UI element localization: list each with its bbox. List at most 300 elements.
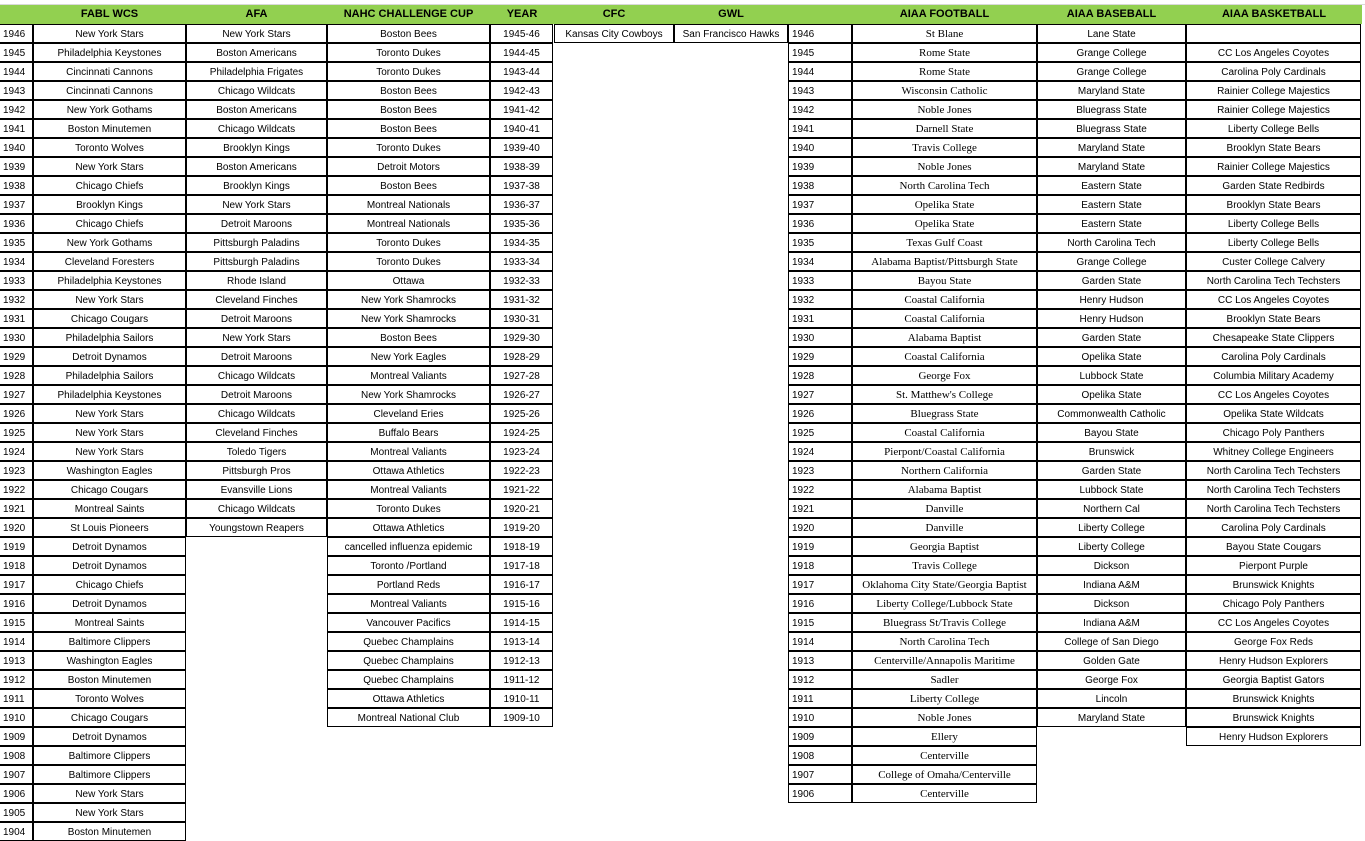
aiaa-baseball-cell[interactable]: Liberty College xyxy=(1037,518,1186,537)
afa-cell[interactable]: Chicago Wildcats xyxy=(186,81,327,100)
right-year-cell[interactable]: 1921 xyxy=(788,499,852,518)
nahc-cell[interactable]: Montreal Valiants xyxy=(327,480,490,499)
aiaa-baseball-cell[interactable]: Lubbock State xyxy=(1037,480,1186,499)
aiaa-football-cell[interactable]: Coastal California xyxy=(852,347,1037,366)
season-cell[interactable]: 1927-28 xyxy=(490,366,553,385)
season-cell[interactable]: 1913-14 xyxy=(490,632,553,651)
left-year-cell[interactable]: 1913 xyxy=(0,651,33,670)
right-year-cell[interactable]: 1933 xyxy=(788,271,852,290)
aiaa-basketball-cell[interactable]: Rainier College Majestics xyxy=(1186,81,1361,100)
aiaa-baseball-cell[interactable]: Bluegrass State xyxy=(1037,119,1186,138)
afa-cell[interactable]: Chicago Wildcats xyxy=(186,119,327,138)
afa-cell[interactable]: Boston Americans xyxy=(186,100,327,119)
aiaa-football-cell[interactable]: Danville xyxy=(852,499,1037,518)
right-year-cell[interactable]: 1907 xyxy=(788,765,852,784)
left-year-cell[interactable]: 1937 xyxy=(0,195,33,214)
left-year-cell[interactable]: 1934 xyxy=(0,252,33,271)
season-cell[interactable]: 1942-43 xyxy=(490,81,553,100)
aiaa-football-cell[interactable]: College of Omaha/Centerville xyxy=(852,765,1037,784)
right-year-cell[interactable]: 1945 xyxy=(788,43,852,62)
fabl-cell[interactable]: Philadelphia Sailors xyxy=(33,366,186,385)
aiaa-football-cell[interactable]: Noble Jones xyxy=(852,100,1037,119)
aiaa-football-cell[interactable]: Opelika State xyxy=(852,195,1037,214)
fabl-cell[interactable]: Baltimore Clippers xyxy=(33,765,186,784)
fabl-cell[interactable]: New York Stars xyxy=(33,442,186,461)
left-year-cell[interactable]: 1917 xyxy=(0,575,33,594)
aiaa-basketball-cell[interactable]: Opelika State Wildcats xyxy=(1186,404,1361,423)
aiaa-baseball-cell[interactable]: Garden State xyxy=(1037,328,1186,347)
season-cell[interactable]: 1943-44 xyxy=(490,62,553,81)
nahc-cell[interactable]: Toronto /Portland xyxy=(327,556,490,575)
aiaa-football-cell[interactable]: Centerville xyxy=(852,784,1037,803)
season-cell[interactable]: 1922-23 xyxy=(490,461,553,480)
season-cell[interactable]: 1924-25 xyxy=(490,423,553,442)
header-blank-2[interactable] xyxy=(788,5,852,24)
right-year-cell[interactable]: 1923 xyxy=(788,461,852,480)
right-year-cell[interactable]: 1916 xyxy=(788,594,852,613)
aiaa-baseball-cell[interactable]: Garden State xyxy=(1037,271,1186,290)
nahc-cell[interactable]: New York Shamrocks xyxy=(327,385,490,404)
aiaa-basketball-cell[interactable]: Carolina Poly Cardinals xyxy=(1186,518,1361,537)
right-year-cell[interactable]: 1936 xyxy=(788,214,852,233)
aiaa-baseball-cell[interactable]: Lane State xyxy=(1037,24,1186,43)
nahc-cell[interactable]: Toronto Dukes xyxy=(327,138,490,157)
fabl-cell[interactable]: Boston Minutemen xyxy=(33,119,186,138)
fabl-cell[interactable]: New York Stars xyxy=(33,404,186,423)
right-year-cell[interactable]: 1913 xyxy=(788,651,852,670)
fabl-cell[interactable]: Philadelphia Keystones xyxy=(33,43,186,62)
aiaa-football-cell[interactable]: Oklahoma City State/Georgia Baptist xyxy=(852,575,1037,594)
aiaa-baseball-cell[interactable]: Golden Gate xyxy=(1037,651,1186,670)
season-cell[interactable]: 1916-17 xyxy=(490,575,553,594)
aiaa-basketball-cell[interactable]: North Carolina Tech Techsters xyxy=(1186,499,1361,518)
aiaa-baseball-cell[interactable]: Commonwealth Catholic xyxy=(1037,404,1186,423)
fabl-cell[interactable]: Montreal Saints xyxy=(33,613,186,632)
aiaa-baseball-cell[interactable]: Bayou State xyxy=(1037,423,1186,442)
left-year-cell[interactable]: 1927 xyxy=(0,385,33,404)
aiaa-football-cell[interactable]: Darnell State xyxy=(852,119,1037,138)
season-cell[interactable]: 1938-39 xyxy=(490,157,553,176)
nahc-cell[interactable]: Quebec Champlains xyxy=(327,670,490,689)
fabl-cell[interactable]: New York Stars xyxy=(33,24,186,43)
nahc-cell[interactable]: Toronto Dukes xyxy=(327,43,490,62)
afa-cell[interactable]: Boston Americans xyxy=(186,43,327,62)
aiaa-football-cell[interactable]: Rome State xyxy=(852,43,1037,62)
aiaa-football-cell[interactable]: Wisconsin Catholic xyxy=(852,81,1037,100)
season-cell[interactable]: 1945-46 xyxy=(490,24,553,43)
header-aiaa-football[interactable]: AIAA FOOTBALL xyxy=(852,5,1037,24)
aiaa-football-cell[interactable]: Pierpont/Coastal California xyxy=(852,442,1037,461)
nahc-cell[interactable]: Montreal Nationals xyxy=(327,214,490,233)
header-fabl-wcs[interactable]: FABL WCS xyxy=(33,5,186,24)
aiaa-baseball-cell[interactable]: College of San Diego xyxy=(1037,632,1186,651)
right-year-cell[interactable]: 1922 xyxy=(788,480,852,499)
nahc-cell[interactable]: Montreal Valiants xyxy=(327,366,490,385)
afa-cell[interactable]: Toledo Tigers xyxy=(186,442,327,461)
aiaa-football-cell[interactable]: Alabama Baptist/Pittsburgh State xyxy=(852,252,1037,271)
aiaa-baseball-cell[interactable]: Lincoln xyxy=(1037,689,1186,708)
season-cell[interactable]: 1941-42 xyxy=(490,100,553,119)
aiaa-football-cell[interactable]: Coastal California xyxy=(852,309,1037,328)
right-year-cell[interactable]: 1915 xyxy=(788,613,852,632)
aiaa-baseball-cell[interactable]: Liberty College xyxy=(1037,537,1186,556)
left-year-cell[interactable]: 1940 xyxy=(0,138,33,157)
aiaa-baseball-cell[interactable]: Henry Hudson xyxy=(1037,290,1186,309)
aiaa-football-cell[interactable]: Alabama Baptist xyxy=(852,328,1037,347)
right-year-cell[interactable]: 1908 xyxy=(788,746,852,765)
right-year-cell[interactable]: 1918 xyxy=(788,556,852,575)
afa-cell[interactable]: Evansville Lions xyxy=(186,480,327,499)
season-cell[interactable]: 1939-40 xyxy=(490,138,553,157)
afa-cell[interactable]: Pittsburgh Paladins xyxy=(186,233,327,252)
right-year-cell[interactable]: 1940 xyxy=(788,138,852,157)
afa-cell[interactable]: Detroit Maroons xyxy=(186,309,327,328)
aiaa-baseball-cell[interactable]: North Carolina Tech xyxy=(1037,233,1186,252)
left-year-cell[interactable]: 1941 xyxy=(0,119,33,138)
season-cell[interactable]: 1936-37 xyxy=(490,195,553,214)
right-year-cell[interactable]: 1912 xyxy=(788,670,852,689)
left-year-cell[interactable]: 1904 xyxy=(0,822,33,841)
fabl-cell[interactable]: Boston Minutemen xyxy=(33,670,186,689)
right-year-cell[interactable]: 1935 xyxy=(788,233,852,252)
nahc-cell[interactable]: Boston Bees xyxy=(327,328,490,347)
left-year-cell[interactable]: 1945 xyxy=(0,43,33,62)
season-cell[interactable]: 1914-15 xyxy=(490,613,553,632)
aiaa-basketball-cell[interactable]: North Carolina Tech Techsters xyxy=(1186,480,1361,499)
aiaa-football-cell[interactable]: Georgia Baptist xyxy=(852,537,1037,556)
afa-cell[interactable]: Brooklyn Kings xyxy=(186,176,327,195)
aiaa-baseball-cell[interactable]: Bluegrass State xyxy=(1037,100,1186,119)
nahc-cell[interactable]: cancelled influenza epidemic xyxy=(327,537,490,556)
aiaa-baseball-cell[interactable]: Henry Hudson xyxy=(1037,309,1186,328)
right-year-cell[interactable]: 1934 xyxy=(788,252,852,271)
aiaa-basketball-cell[interactable]: Georgia Baptist Gators xyxy=(1186,670,1361,689)
nahc-cell[interactable]: Boston Bees xyxy=(327,24,490,43)
nahc-cell[interactable]: Toronto Dukes xyxy=(327,62,490,81)
left-year-cell[interactable]: 1942 xyxy=(0,100,33,119)
fabl-cell[interactable]: New York Stars xyxy=(33,290,186,309)
right-year-cell[interactable]: 1914 xyxy=(788,632,852,651)
aiaa-baseball-cell[interactable]: Indiana A&M xyxy=(1037,613,1186,632)
left-year-cell[interactable]: 1916 xyxy=(0,594,33,613)
fabl-cell[interactable]: Baltimore Clippers xyxy=(33,746,186,765)
header-blank[interactable] xyxy=(0,5,33,24)
season-cell[interactable]: 1925-26 xyxy=(490,404,553,423)
season-cell[interactable]: 1928-29 xyxy=(490,347,553,366)
right-year-cell[interactable]: 1919 xyxy=(788,537,852,556)
aiaa-basketball-cell[interactable]: North Carolina Tech Techsters xyxy=(1186,271,1361,290)
aiaa-football-cell[interactable]: Travis College xyxy=(852,556,1037,575)
aiaa-basketball-cell[interactable]: Pierpont Purple xyxy=(1186,556,1361,575)
fabl-cell[interactable]: Detroit Dynamos xyxy=(33,727,186,746)
fabl-cell[interactable]: Detroit Dynamos xyxy=(33,556,186,575)
aiaa-football-cell[interactable]: Bluegrass St/Travis College xyxy=(852,613,1037,632)
nahc-cell[interactable]: Ottawa Athletics xyxy=(327,518,490,537)
nahc-cell[interactable]: New York Shamrocks xyxy=(327,309,490,328)
right-year-cell[interactable]: 1924 xyxy=(788,442,852,461)
aiaa-football-cell[interactable]: Ellery xyxy=(852,727,1037,746)
fabl-cell[interactable]: New York Stars xyxy=(33,784,186,803)
aiaa-football-cell[interactable]: Alabama Baptist xyxy=(852,480,1037,499)
aiaa-basketball-cell[interactable]: Chicago Poly Panthers xyxy=(1186,423,1361,442)
season-cell[interactable]: 1944-45 xyxy=(490,43,553,62)
season-cell[interactable]: 1934-35 xyxy=(490,233,553,252)
left-year-cell[interactable]: 1922 xyxy=(0,480,33,499)
aiaa-basketball-cell[interactable]: North Carolina Tech Techsters xyxy=(1186,461,1361,480)
fabl-cell[interactable]: New York Gothams xyxy=(33,100,186,119)
left-year-cell[interactable]: 1914 xyxy=(0,632,33,651)
left-year-cell[interactable]: 1924 xyxy=(0,442,33,461)
aiaa-baseball-cell[interactable]: Maryland State xyxy=(1037,157,1186,176)
aiaa-baseball-cell[interactable]: Maryland State xyxy=(1037,708,1186,727)
left-year-cell[interactable]: 1905 xyxy=(0,803,33,822)
fabl-cell[interactable]: Cincinnati Cannons xyxy=(33,81,186,100)
nahc-cell[interactable]: Toronto Dukes xyxy=(327,499,490,518)
aiaa-football-cell[interactable]: Liberty College xyxy=(852,689,1037,708)
aiaa-football-cell[interactable]: North Carolina Tech xyxy=(852,176,1037,195)
fabl-cell[interactable]: Boston Minutemen xyxy=(33,822,186,841)
left-year-cell[interactable]: 1929 xyxy=(0,347,33,366)
aiaa-baseball-cell[interactable]: Dickson xyxy=(1037,556,1186,575)
aiaa-baseball-cell[interactable]: Garden State xyxy=(1037,461,1186,480)
afa-cell[interactable]: Detroit Maroons xyxy=(186,385,327,404)
fabl-cell[interactable]: Toronto Wolves xyxy=(33,689,186,708)
aiaa-football-cell[interactable]: Travis College xyxy=(852,138,1037,157)
nahc-cell[interactable]: Montreal Nationals xyxy=(327,195,490,214)
afa-cell[interactable]: Chicago Wildcats xyxy=(186,366,327,385)
header-year[interactable]: YEAR xyxy=(490,5,554,24)
aiaa-football-cell[interactable]: North Carolina Tech xyxy=(852,632,1037,651)
left-year-cell[interactable]: 1920 xyxy=(0,518,33,537)
aiaa-basketball-cell[interactable]: Liberty College Bells xyxy=(1186,119,1361,138)
fabl-cell[interactable]: Chicago Cougars xyxy=(33,480,186,499)
season-cell[interactable]: 1917-18 xyxy=(490,556,553,575)
season-cell[interactable]: 1933-34 xyxy=(490,252,553,271)
right-year-cell[interactable]: 1928 xyxy=(788,366,852,385)
afa-cell[interactable]: Cleveland Finches xyxy=(186,290,327,309)
aiaa-football-cell[interactable]: Centerville xyxy=(852,746,1037,765)
header-aiaa-basketball[interactable]: AIAA BASKETBALL xyxy=(1186,5,1362,24)
aiaa-football-cell[interactable]: Centerville/Annapolis Maritime xyxy=(852,651,1037,670)
season-cell[interactable]: 1930-31 xyxy=(490,309,553,328)
season-cell[interactable]: 1923-24 xyxy=(490,442,553,461)
aiaa-football-cell[interactable]: Liberty College/Lubbock State xyxy=(852,594,1037,613)
right-year-cell[interactable]: 1937 xyxy=(788,195,852,214)
nahc-cell[interactable]: Boston Bees xyxy=(327,176,490,195)
aiaa-basketball-cell[interactable]: CC Los Angeles Coyotes xyxy=(1186,385,1361,404)
afa-cell[interactable]: Youngstown Reapers xyxy=(186,518,327,537)
aiaa-basketball-cell[interactable]: CC Los Angeles Coyotes xyxy=(1186,43,1361,62)
right-year-cell[interactable]: 1926 xyxy=(788,404,852,423)
aiaa-basketball-cell[interactable]: Liberty College Bells xyxy=(1186,214,1361,233)
aiaa-basketball-cell[interactable]: Whitney College Engineers xyxy=(1186,442,1361,461)
nahc-cell[interactable]: Montreal Valiants xyxy=(327,594,490,613)
left-year-cell[interactable]: 1938 xyxy=(0,176,33,195)
fabl-cell[interactable]: Cincinnati Cannons xyxy=(33,62,186,81)
season-cell[interactable]: 1926-27 xyxy=(490,385,553,404)
aiaa-football-cell[interactable]: St Blane xyxy=(852,24,1037,43)
right-year-cell[interactable]: 1929 xyxy=(788,347,852,366)
fabl-cell[interactable]: Chicago Chiefs xyxy=(33,214,186,233)
aiaa-baseball-cell[interactable]: Indiana A&M xyxy=(1037,575,1186,594)
fabl-cell[interactable]: Toronto Wolves xyxy=(33,138,186,157)
right-year-cell[interactable]: 1910 xyxy=(788,708,852,727)
fabl-cell[interactable]: New York Gothams xyxy=(33,233,186,252)
season-cell[interactable]: 1931-32 xyxy=(490,290,553,309)
aiaa-baseball-cell[interactable]: Grange College xyxy=(1037,43,1186,62)
aiaa-basketball-cell[interactable]: Columbia Military Academy xyxy=(1186,366,1361,385)
aiaa-basketball-cell[interactable]: CC Los Angeles Coyotes xyxy=(1186,290,1361,309)
left-year-cell[interactable]: 1935 xyxy=(0,233,33,252)
aiaa-baseball-cell[interactable]: Maryland State xyxy=(1037,138,1186,157)
aiaa-football-cell[interactable]: Danville xyxy=(852,518,1037,537)
fabl-cell[interactable]: Cleveland Foresters xyxy=(33,252,186,271)
afa-cell[interactable]: Chicago Wildcats xyxy=(186,404,327,423)
aiaa-basketball-cell[interactable]: Carolina Poly Cardinals xyxy=(1186,62,1361,81)
fabl-cell[interactable]: Philadelphia Keystones xyxy=(33,385,186,404)
aiaa-basketball-cell[interactable]: Carolina Poly Cardinals xyxy=(1186,347,1361,366)
season-cell[interactable]: 1910-11 xyxy=(490,689,553,708)
nahc-cell[interactable]: Quebec Champlains xyxy=(327,651,490,670)
fabl-cell[interactable]: Baltimore Clippers xyxy=(33,632,186,651)
afa-cell[interactable]: Rhode Island xyxy=(186,271,327,290)
nahc-cell[interactable]: Toronto Dukes xyxy=(327,233,490,252)
left-year-cell[interactable]: 1936 xyxy=(0,214,33,233)
left-year-cell[interactable]: 1928 xyxy=(0,366,33,385)
left-year-cell[interactable]: 1925 xyxy=(0,423,33,442)
right-year-cell[interactable]: 1911 xyxy=(788,689,852,708)
left-year-cell[interactable]: 1926 xyxy=(0,404,33,423)
left-year-cell[interactable]: 1915 xyxy=(0,613,33,632)
nahc-cell[interactable]: Montreal National Club xyxy=(327,708,490,727)
fabl-cell[interactable]: Chicago Cougars xyxy=(33,708,186,727)
nahc-cell[interactable]: Buffalo Bears xyxy=(327,423,490,442)
fabl-cell[interactable]: New York Stars xyxy=(33,423,186,442)
right-year-cell[interactable]: 1939 xyxy=(788,157,852,176)
right-year-cell[interactable]: 1909 xyxy=(788,727,852,746)
aiaa-football-cell[interactable]: Rome State xyxy=(852,62,1037,81)
left-year-cell[interactable]: 1911 xyxy=(0,689,33,708)
left-year-cell[interactable]: 1910 xyxy=(0,708,33,727)
header-aiaa-baseball[interactable]: AIAA BASEBALL xyxy=(1037,5,1186,24)
fabl-cell[interactable]: Chicago Chiefs xyxy=(33,575,186,594)
aiaa-basketball-cell[interactable]: Bayou State Cougars xyxy=(1186,537,1361,556)
right-year-cell[interactable]: 1946 xyxy=(788,24,852,43)
right-year-cell[interactable]: 1942 xyxy=(788,100,852,119)
aiaa-football-cell[interactable]: St. Matthew's College xyxy=(852,385,1037,404)
aiaa-football-cell[interactable]: George Fox xyxy=(852,366,1037,385)
season-cell[interactable]: 1920-21 xyxy=(490,499,553,518)
afa-cell[interactable]: Brooklyn Kings xyxy=(186,138,327,157)
aiaa-football-cell[interactable]: Noble Jones xyxy=(852,708,1037,727)
season-cell[interactable]: 1912-13 xyxy=(490,651,553,670)
fabl-cell[interactable]: Brooklyn Kings xyxy=(33,195,186,214)
fabl-cell[interactable]: New York Stars xyxy=(33,803,186,822)
left-year-cell[interactable]: 1907 xyxy=(0,765,33,784)
afa-cell[interactable]: Philadelphia Frigates xyxy=(186,62,327,81)
header-nahc-challenge-cup[interactable]: NAHC CHALLENGE CUP xyxy=(327,5,490,24)
nahc-cell[interactable]: Ottawa xyxy=(327,271,490,290)
aiaa-basketball-cell[interactable]: Brooklyn State Bears xyxy=(1186,195,1361,214)
header-gwl[interactable]: GWL xyxy=(674,5,788,24)
right-year-cell[interactable]: 1938 xyxy=(788,176,852,195)
left-year-cell[interactable]: 1932 xyxy=(0,290,33,309)
left-year-cell[interactable]: 1919 xyxy=(0,537,33,556)
aiaa-football-cell[interactable]: Bluegrass State xyxy=(852,404,1037,423)
right-year-cell[interactable]: 1930 xyxy=(788,328,852,347)
nahc-cell[interactable]: New York Eagles xyxy=(327,347,490,366)
aiaa-baseball-cell[interactable]: Eastern State xyxy=(1037,214,1186,233)
fabl-cell[interactable]: St Louis Pioneers xyxy=(33,518,186,537)
aiaa-basketball-cell[interactable]: Brunswick Knights xyxy=(1186,708,1361,727)
aiaa-football-cell[interactable]: Coastal California xyxy=(852,290,1037,309)
aiaa-football-cell[interactable]: Noble Jones xyxy=(852,157,1037,176)
afa-cell[interactable]: New York Stars xyxy=(186,195,327,214)
left-year-cell[interactable]: 1933 xyxy=(0,271,33,290)
afa-cell[interactable]: New York Stars xyxy=(186,24,327,43)
right-year-cell[interactable]: 1906 xyxy=(788,784,852,803)
afa-cell[interactable]: New York Stars xyxy=(186,328,327,347)
aiaa-basketball-cell[interactable]: Henry Hudson Explorers xyxy=(1186,727,1361,746)
season-cell[interactable]: 1929-30 xyxy=(490,328,553,347)
aiaa-football-cell[interactable]: Northern California xyxy=(852,461,1037,480)
nahc-cell[interactable]: Cleveland Eries xyxy=(327,404,490,423)
afa-cell[interactable]: Chicago Wildcats xyxy=(186,499,327,518)
left-year-cell[interactable]: 1944 xyxy=(0,62,33,81)
aiaa-baseball-cell[interactable]: Dickson xyxy=(1037,594,1186,613)
left-year-cell[interactable]: 1939 xyxy=(0,157,33,176)
aiaa-basketball-cell[interactable]: Brunswick Knights xyxy=(1186,689,1361,708)
aiaa-basketball-cell[interactable]: George Fox Reds xyxy=(1186,632,1361,651)
fabl-cell[interactable]: Chicago Chiefs xyxy=(33,176,186,195)
aiaa-basketball-cell[interactable]: Garden State Redbirds xyxy=(1186,176,1361,195)
aiaa-baseball-cell[interactable]: Eastern State xyxy=(1037,176,1186,195)
afa-cell[interactable]: Detroit Maroons xyxy=(186,347,327,366)
fabl-cell[interactable]: Philadelphia Keystones xyxy=(33,271,186,290)
season-cell[interactable]: 1921-22 xyxy=(490,480,553,499)
aiaa-baseball-cell[interactable]: Opelika State xyxy=(1037,347,1186,366)
aiaa-football-cell[interactable]: Opelika State xyxy=(852,214,1037,233)
season-cell[interactable]: 1909-10 xyxy=(490,708,553,727)
aiaa-baseball-cell[interactable]: George Fox xyxy=(1037,670,1186,689)
aiaa-basketball-cell[interactable]: Henry Hudson Explorers xyxy=(1186,651,1361,670)
aiaa-football-cell[interactable]: Sadler xyxy=(852,670,1037,689)
season-cell[interactable]: 1915-16 xyxy=(490,594,553,613)
aiaa-baseball-cell[interactable]: Maryland State xyxy=(1037,81,1186,100)
fabl-cell[interactable]: Philadelphia Sailors xyxy=(33,328,186,347)
aiaa-baseball-cell[interactable]: Grange College xyxy=(1037,62,1186,81)
right-year-cell[interactable]: 1944 xyxy=(788,62,852,81)
afa-cell[interactable]: Detroit Maroons xyxy=(186,214,327,233)
aiaa-basketball-cell[interactable]: Rainier College Majestics xyxy=(1186,100,1361,119)
fabl-cell[interactable]: Washington Eagles xyxy=(33,461,186,480)
left-year-cell[interactable]: 1943 xyxy=(0,81,33,100)
aiaa-basketball-cell[interactable]: Brunswick Knights xyxy=(1186,575,1361,594)
left-year-cell[interactable]: 1921 xyxy=(0,499,33,518)
aiaa-baseball-cell[interactable]: Northern Cal xyxy=(1037,499,1186,518)
aiaa-baseball-cell[interactable]: Lubbock State xyxy=(1037,366,1186,385)
fabl-cell[interactable]: Chicago Cougars xyxy=(33,309,186,328)
season-cell[interactable]: 1940-41 xyxy=(490,119,553,138)
right-year-cell[interactable]: 1943 xyxy=(788,81,852,100)
right-year-cell[interactable]: 1931 xyxy=(788,309,852,328)
season-cell[interactable]: 1932-33 xyxy=(490,271,553,290)
aiaa-basketball-cell[interactable]: Rainier College Majestics xyxy=(1186,157,1361,176)
aiaa-baseball-cell[interactable]: Brunswick xyxy=(1037,442,1186,461)
aiaa-football-cell[interactable]: Bayou State xyxy=(852,271,1037,290)
header-cfc[interactable]: CFC xyxy=(554,5,674,24)
nahc-cell[interactable]: Detroit Motors xyxy=(327,157,490,176)
